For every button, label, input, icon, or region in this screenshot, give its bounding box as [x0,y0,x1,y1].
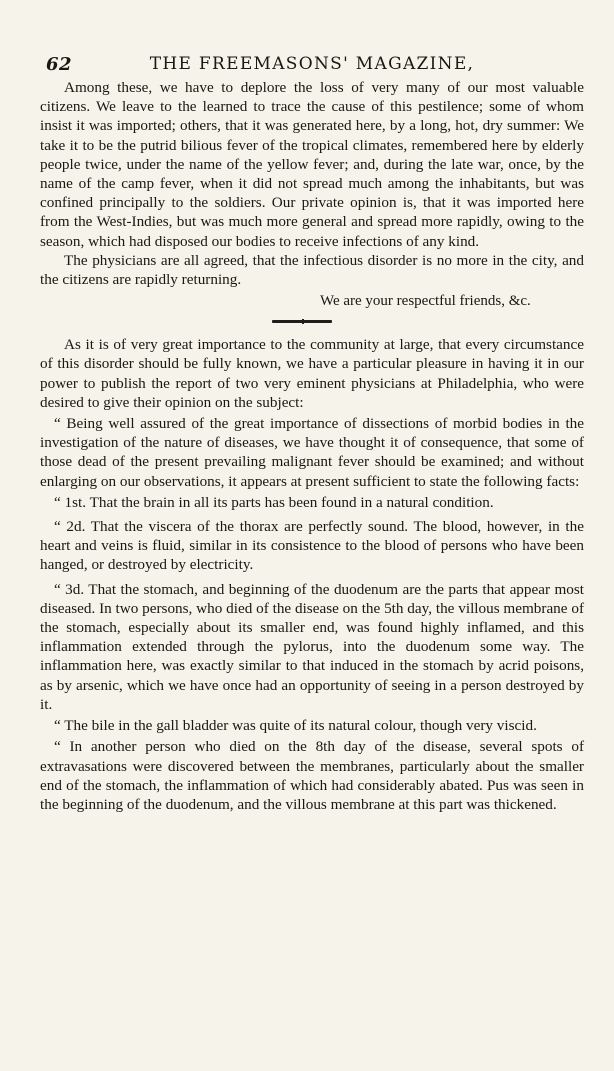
letter-section [40,78,584,311]
report-paragraph: “ Being well assured of the great importance of dissections of morbid bodies in the investigation of the nature of diseases, we have thought it of consequence, that some of those dead of the present prevailing malignant fever should be examined; and without enlarging on our observations, it appears at present sufficient to state the following facts: [40,415,584,490]
page-header [40,44,584,78]
report-paragraph: “ In another person who died on the 8th day of the disease, several spots of extravasations were discovered between the membranes, particularly about the smaller end of the stomach, the inflammation of which had considerably abated. Pus was seen in the beginning of the duodenum, and the villous membrane at this part was thickened. [40,738,584,813]
ornamental-rule [272,320,332,323]
letter-closing: We are your respectful friends, &c. [320,293,531,310]
medical-report-section [40,335,584,814]
report-paragraph: “ 2d. That the viscera of the thorax are perfectly sound. The blood, however, in the heart and veins is fluid, similar in its consistence to the blood of persons who have been hanged, or destroyed by electricity. [40,518,584,574]
section-divider [40,311,584,335]
report-paragraph: “ 3d. That the stomach, and beginning of the duodenum are the parts that appear most diseased. In two persons, who died of the disease on the 5th day, the villous membrane of the stomach, especially about its smaller end, was found highly inflamed, and this inflammation extended through the pylorus, into the duodenum some way. The inflammation here, was exactly similar to that induced in the stomach by acrid poisons, as by arsenic, which we have once had an opportunity of seeing in a person destroyed by it. [40,580,584,713]
letter-paragraph: The physicians are all agreed, that the infectious disorder is no more in the city, and the citizens are rapidly returning. [40,251,584,289]
running-title: THE FREEMASONS' MAGAZINE, [149,54,475,74]
letter-paragraph: Among these, we have to deplore the loss of very many of our most valuable citizens. We leave to the learned to trace the cause of this pestilence; some of whom insist it was imported; others, that it was generated here, by a long, hot, dry summer: We take it to be the putrid bilious fever of the tropical climates, remembered here by elderly people twice, under the name of the yellow fever; and, during the late war, once, by the name of the camp fever, when it did not spread much among the inhabitants, but was confined principally to the soldiers. Our private opinion is, that it was imported here from the West-Indies, but was much more general and spread more rapidly, owing to the season, which had disposed our bodies to receive infections of any kind. [40,79,584,250]
report-paragraph: “ The bile in the gall bladder was quite of its natural colour, though very viscid. [54,717,537,735]
report-paragraph: As it is of very great importance to the community at large, that every circumstance of this disorder should be fully known, we have a particular pleasure in having it in our power to publish the report of two very eminent physicians at Philadelphia, who were desired to give their opinion on the subject: [40,336,584,411]
page-number: 62 [46,54,73,75]
report-paragraph: “ 1st. That the brain in all its parts has been found in a natural condition. [54,493,494,511]
